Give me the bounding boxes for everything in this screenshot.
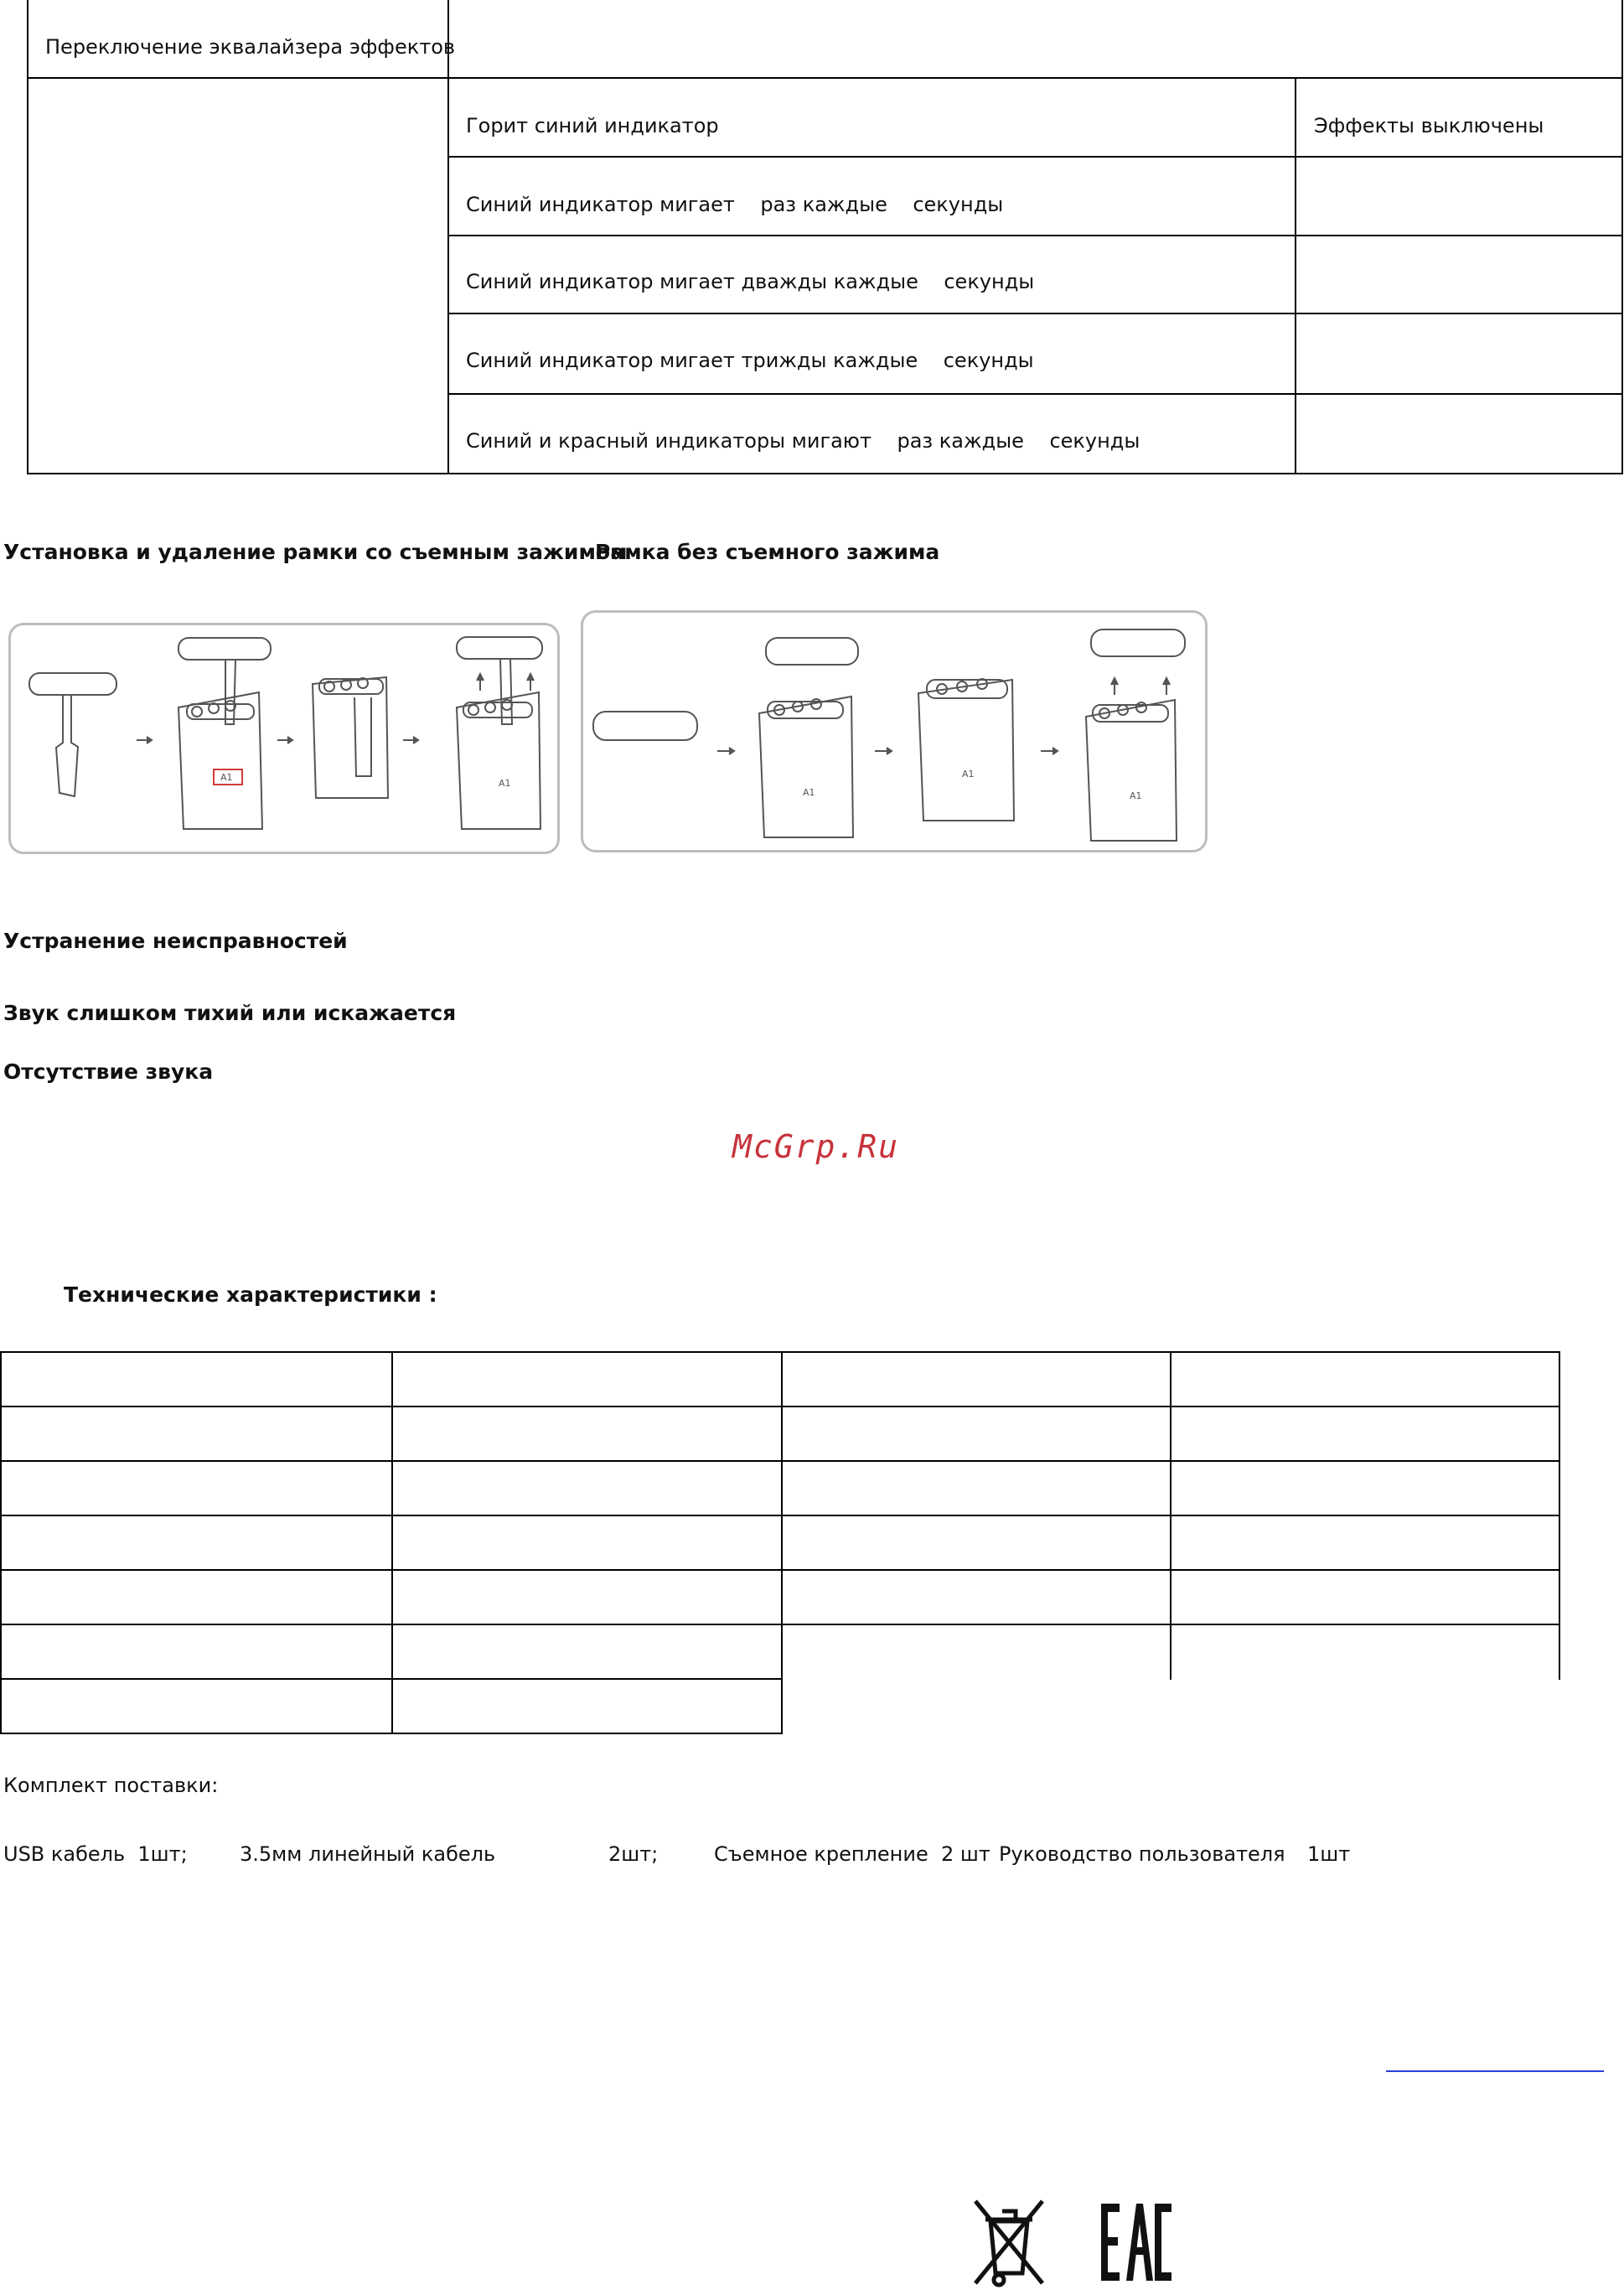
troubleshooting-heading: Устранение неисправностей <box>3 929 348 953</box>
device-label-a1-4: A1 <box>962 769 975 780</box>
eq-row-4-indicator: Синий индикатор мигает трижды каждые секунды <box>466 349 1034 372</box>
device-label-a1-5: A1 <box>1130 790 1142 801</box>
eq-row-5-indicator: Синий и красный индикаторы мигают раз каждые секунды <box>466 429 1140 453</box>
eq-row-3-indicator: Синий индикатор мигает дважды каждые секунды <box>466 270 1035 293</box>
package-heading: Комплект поставки: <box>3 1774 219 1797</box>
package-mount: Съемное крепление 2 шт <box>714 1842 990 1866</box>
frame-install-illustration <box>581 610 1208 852</box>
frame-install-drawing <box>583 613 1205 850</box>
specs-heading: Технические характеристики : <box>64 1282 437 1307</box>
device-label-a1-1: A1 <box>220 772 233 783</box>
eq-row-1-effect: Эффекты выключены <box>1314 114 1544 137</box>
eq-row-2-indicator: Синий индикатор мигает раз каждые секунды <box>466 193 1004 216</box>
package-line-cable: 3.5мм линейный кабель <box>240 1842 496 1866</box>
eq-row-1-indicator: Горит синий индикатор <box>466 114 719 137</box>
device-label-a1-2: A1 <box>499 778 511 789</box>
package-manual-qty: 1шт <box>1307 1842 1351 1866</box>
eac-mark <box>1098 2200 1173 2284</box>
watermark: McGrp.Ru <box>732 1128 900 1165</box>
clip-install-drawing <box>11 625 557 852</box>
weee-bin-icon <box>967 2196 1051 2290</box>
troubleshooting-item-low-sound: Звук слишком тихий или искажается <box>3 1001 457 1025</box>
package-usb-cable: USB кабель 1шт; <box>3 1842 188 1866</box>
link-underline[interactable] <box>1386 2070 1604 2072</box>
package-manual: Руководство пользователя <box>999 1842 1285 1866</box>
install-left-heading: Установка и удаление рамки со съемным зажимом <box>3 540 628 564</box>
device-label-a1-3: A1 <box>803 787 815 798</box>
install-right-heading: Рамка без съемного зажима <box>595 540 940 564</box>
package-line-cable-qty: 2шт; <box>608 1842 659 1866</box>
troubleshooting-item-no-sound: Отсутствие звука <box>3 1059 214 1084</box>
eq-title-cell: Переключение эквалайзера эффектов <box>45 35 456 59</box>
clip-install-illustration <box>8 623 560 854</box>
